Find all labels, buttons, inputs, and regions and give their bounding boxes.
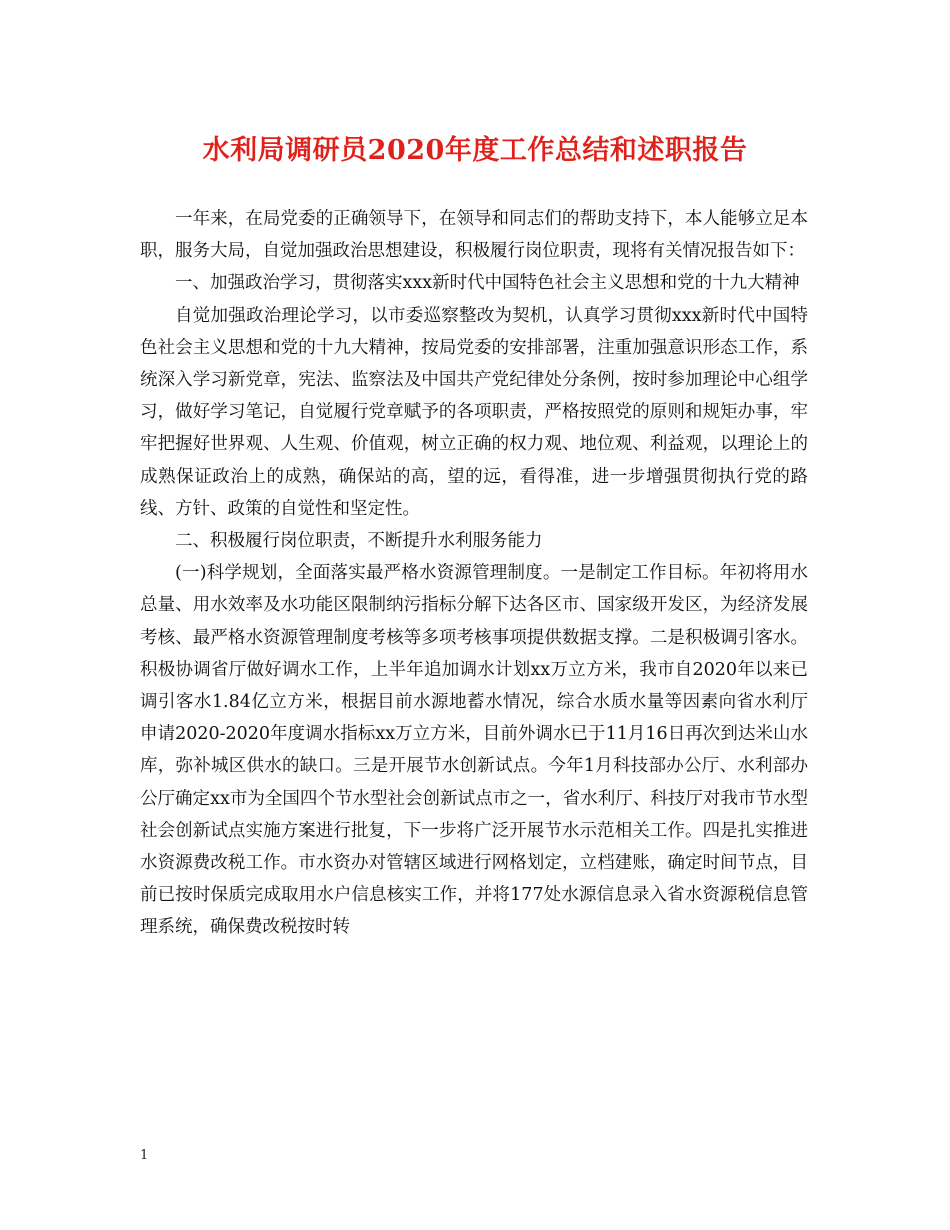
- document-body: [140, 203, 808, 944]
- section-heading-2: 二、积极履行岗位职责，不断提升水利服务能力: [175, 531, 543, 552]
- page-number: 1: [140, 1148, 149, 1163]
- paragraph-intro: 一年来，在局党委的正确领导下，在领导和同志们的帮助支持下，本人能够立足本职，服务大局，自觉加强政治思想建设，积极履行岗位职责，现将有关情况报告如下：: [140, 209, 808, 262]
- section-heading-1: 一、加强政治学习，贯彻落实xxx新时代中国特色社会主义思想和党的十九大精神: [175, 273, 800, 294]
- paragraph-water-management: (一)科学规划，全面落实最严格水资源管理制度。一是制定工作目标。年初将用水总量、用水效率及水功能区限制纳污指标分解下达各区市、国家级开发区，为经济发展考核、最严格水资源管理制度考核等多项考核事项提供数据支撑。二是积极调引客水。积极协调省厅做好调水工作，上半年追加调水计划xx万立方米，我市自2020年以来已调引客水1.84亿立方米，根据目前水源地蓄水情况，综合水质水量等因素向省水利厅申请2020-2020年度调水指标xx万立方米，目前外调水已于11月16日再次到达米山水库，弥补城区供水的缺口。三是开展节水创新试点。今年1月科技部办公厅、水利部办公厅确定xx市为全国四个节水型社会创新试点市之一，省水利厅、科技厅对我市节水型社会创新试点实施方案进行批复，下一步将广泛开展节水示范相关工作。四是扎实推进水资源费改税工作。市水资办对管辖区域进行网格划定，立档建账，确定时间节点，目前已按时保质完成取用水户信息核实工作，并将177处水源信息录入省水资源税信息管理系统，确保费改税按时转: [140, 563, 808, 938]
- paragraph-political-study: 自觉加强政治理论学习，以市委巡察整改为契机，认真学习贯彻xxx新时代中国特色社会主义思想和党的十九大精神，按局党委的安排部署，注重加强意识形态工作，系统深入学习新党章，宪法、监察法及中国共产党纪律处分条例，按时参加理论中心组学习，做好学习笔记，自觉履行党章赋予的各项职责，严格按照党的原则和规矩办事，牢牢把握好世界观、人生观、价值观，树立正确的权力观、地位观、利益观，以理论上的成熟保证政治上的成熟，确保站的高，望的远，看得准，进一步增强贯彻执行党的路线、方针、政策的自觉性和坚定性。: [140, 305, 808, 519]
- document-title: 水利局调研员2020年度工作总结和述职报告: [202, 135, 748, 166]
